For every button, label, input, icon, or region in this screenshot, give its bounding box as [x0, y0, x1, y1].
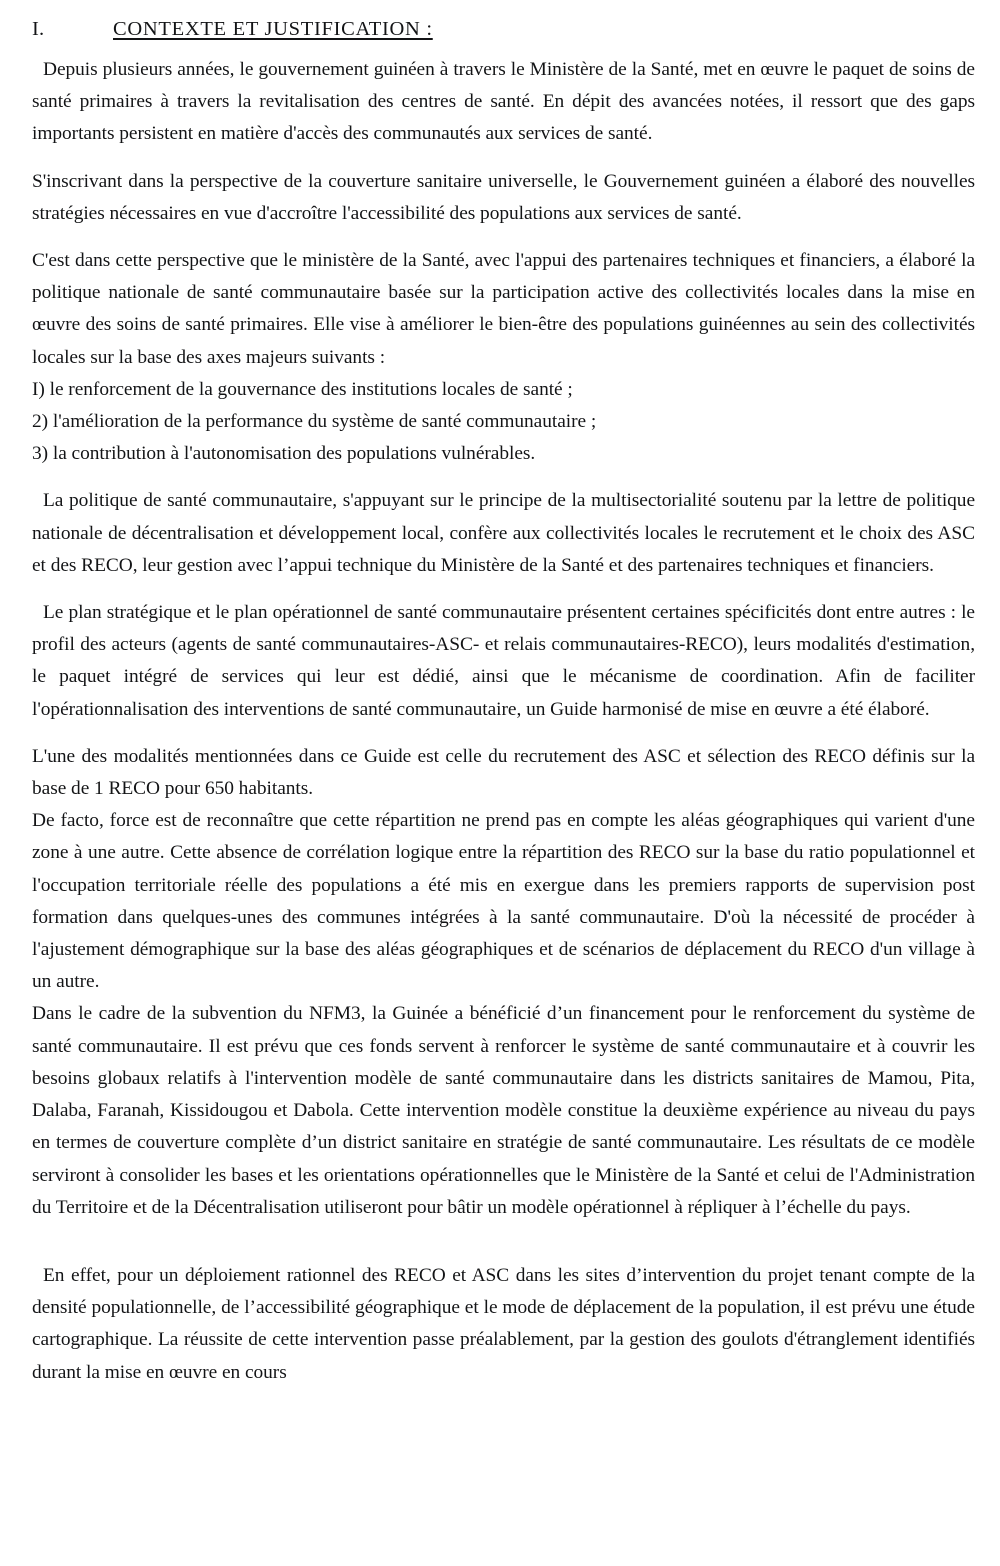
list-item-axis-1: I) le renforcement de la gouvernance des institutions locales de santé ;	[32, 378, 573, 400]
paragraph-strategic-plan: Le plan stratégique et le plan opérationnel de santé communautaire présentent certaines spécificités dont entre autres : le profil des acteurs (agents de santé communautaires-ASC- et relais communautaires-RECO), leurs modalités d'estimation, le paquet intégré de services qui leur est dédié, ainsi que le mécanisme de coordination. Afin de faciliter l'opérationnalisation des interventions de santé communautaire, un Guide harmonisé de mise en œuvre a été élaboré.	[32, 602, 975, 720]
paragraph-spacer	[32, 726, 975, 741]
paragraph-universal-coverage: S'inscrivant dans la perspective de la couverture sanitaire universelle, le Gouvernement guinéen a élaboré des nouvelles stratégies nécessaires en vue d'accroître l'accessibilité des populations aux services de santé.	[32, 170, 975, 224]
paragraph-spacer	[32, 230, 975, 245]
paragraph-context-intro: Depuis plusieurs années, le gouvernement guinéen à travers le Ministère de la Santé, met en œuvre le paquet de soins de santé primaires à travers la revitalisation des centres de santé. En dépit des avancées notées, il ressort que des gaps importants persistent en matière d'accès des communautés aux services de santé.	[32, 59, 975, 145]
paragraph-cartographic-study: En effet, pour un déploiement rationnel des RECO et ASC dans les sites d’intervention du projet tenant compte de la densité populationnelle, de l’accessibilité géographique et le mode de déplacement de la population, il est prévu une étude cartographique. La réussite de cette intervention passe préalablement, par la gestion des goulots d'étranglement identifiés durant la mise en œuvre en cours	[32, 1264, 975, 1383]
paragraph-nfm3-funding: Dans le cadre de la subvention du NFM3, la Guinée a bénéficié d’un financement pour le renforcement du système de santé communautaire. Il est prévu que ces fonds servent à renforcer le système de santé communautaire et à couvrir les besoins globaux relatifs à l'intervention modèle de santé communautaire dans les districts sanitaires de Mamou, Pita, Dalaba, Faranah, Kissidougou et Dabola. Cette intervention modèle constitue la deuxième expérience au niveau du pays en termes de couverture complète d’un district sanitaire en stratégie de santé communautaire. Les résultats de ce modèle serviront à consolider les bases et les orientations opérationnelles que le Ministère de la Santé et celui de l'Administration du Territoire et de la Décentralisation utiliseront pour bâtir un modèle opérationnel à répliquer à l’échelle du pays.	[32, 1003, 975, 1218]
paragraph-spacer	[32, 470, 975, 485]
paragraph-national-policy: C'est dans cette perspective que le ministère de la Santé, avec l'appui des partenaires techniques et financiers, a élaboré la politique nationale de santé communautaire basée sur la participation active des collectivités locales dans la mise en œuvre des soins de santé primaires. Elle vise à améliorer le bien-être des populations guinéennes au sein des collectivités locales sur la base des axes majeurs suivants :	[32, 250, 975, 368]
paragraph-spacer	[32, 151, 975, 166]
section-heading	[32, 14, 975, 44]
paragraph-de-facto: De facto, force est de reconnaître que cette répartition ne prend pas en compte les aléas géographiques qui varient d'une zone à une autre. Cette absence de corrélation logique entre la répartition des RECO sur la base du ratio populationnel et l'occupation territoriale réelle des populations a été mis en exergue dans les premiers rapports de supervision post formation dans quelques-unes des communes intégrées à la santé communautaire. D'où la nécessité de procéder à l'ajustement démographique sur la base des aléas géographiques et de scénarios de déplacement du RECO d'un village à un autre.	[32, 810, 975, 993]
section-numeral: I.	[32, 18, 45, 40]
list-item-axis-2: 2) l'amélioration de la performance du système de santé communautaire ;	[32, 411, 597, 433]
paragraph-spacer	[32, 582, 975, 597]
paragraph-guide-modalities: L'une des modalités mentionnées dans ce Guide est celle du recrutement des ASC et sélection des RECO définis sur la base de 1 RECO pour 650 habitants.	[32, 745, 975, 800]
list-item-axis-3: 3) la contribution à l'autonomisation des populations vulnérables.	[32, 443, 536, 465]
paragraph-multisectoriality: La politique de santé communautaire, s'appuyant sur le principe de la multisectorialité soutenu par la lettre de politique nationale de décentralisation et développement local, confère aux collectivités locales le recrutement et le choix des ASC et des RECO, leur gestion avec l’appui technique du Ministère de la Santé et des partenaires techniques et financiers.	[32, 490, 975, 576]
paragraph-spacer-large	[32, 1224, 975, 1260]
section-title: CONTEXTE ET JUSTIFICATION :	[113, 18, 433, 40]
